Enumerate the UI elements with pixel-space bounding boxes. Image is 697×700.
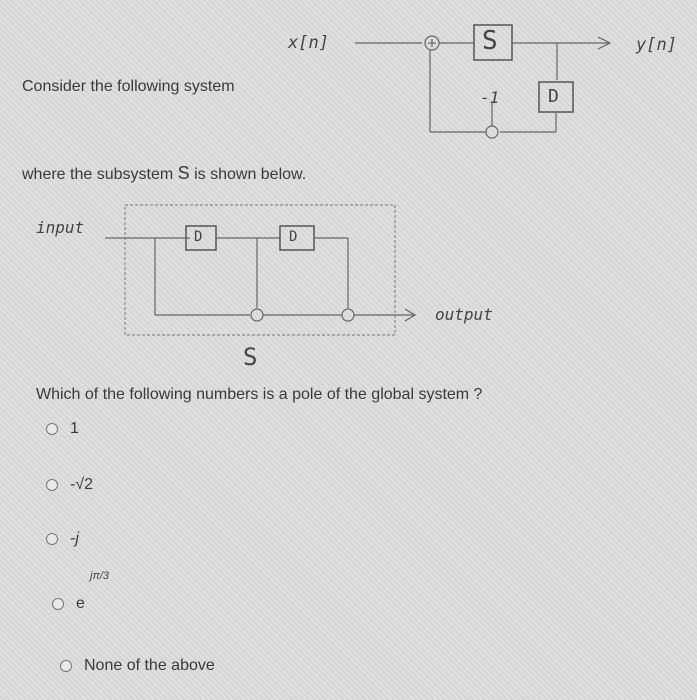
option-1[interactable] — [46, 420, 79, 438]
option-4-exponent: jπ/3 — [90, 570, 109, 582]
radio-option-4[interactable] — [52, 598, 64, 610]
option-4-label: e — [76, 595, 85, 612]
sub-caption: S — [243, 343, 258, 371]
option-3-label: -j — [70, 530, 79, 547]
option-3[interactable] — [46, 530, 79, 548]
top-gain-label: -1 — [480, 88, 500, 107]
option-4[interactable] — [52, 595, 85, 613]
sub-input-label: input — [36, 218, 85, 237]
option-2-label: -√2 — [70, 476, 94, 493]
top-output-label: y[n] — [636, 35, 677, 55]
sub-output-label: output — [435, 305, 493, 324]
radio-option-5[interactable] — [60, 660, 72, 672]
option-2[interactable] — [46, 476, 93, 494]
top-s-block-label: S — [482, 26, 498, 56]
question-text: Which of the following numbers is a pole of the global system ? — [36, 386, 483, 403]
sub-d1-label: D — [194, 229, 203, 245]
top-d-block-label: D — [548, 86, 559, 107]
radio-option-1[interactable] — [46, 423, 58, 435]
radio-option-2[interactable] — [46, 479, 58, 491]
option-5-label: None of the above — [84, 657, 215, 674]
subsystem-diagram — [105, 205, 415, 335]
radio-option-3[interactable] — [46, 533, 58, 545]
top-gain-node — [486, 126, 498, 138]
sub-sum-node-1 — [251, 309, 263, 321]
sub-d2-label: D — [289, 229, 298, 245]
option-1-label: 1 — [70, 420, 79, 437]
top-input-label: x[n] — [288, 33, 329, 53]
sub-sum-node-2 — [342, 309, 354, 321]
subsystem-note: where the subsystem S is shown below. — [22, 163, 307, 183]
option-5[interactable] — [60, 657, 215, 675]
intro-text: Consider the following system — [22, 78, 235, 95]
